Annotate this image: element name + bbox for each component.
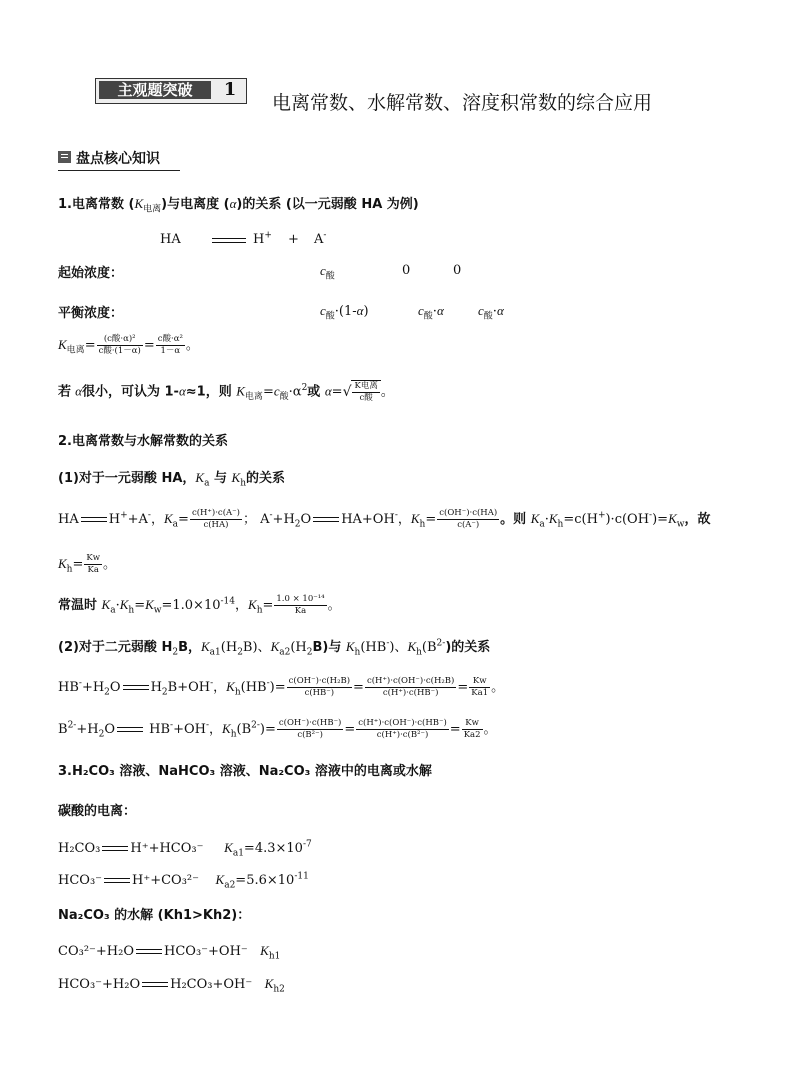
s1-title: 1.电离常数 $(K_{电离})$与电离度 (α)的关系 (以一元弱酸 HA 为例) [58,196,419,215]
eq-conc-label: 平衡浓度： [58,306,124,321]
carbonic-ionization-2: HCO₃⁻ H⁺+CO₃²⁻ $K_{a2}=5.6\times 10^{-11}$ [58,871,309,891]
s3-sub2: Na₂CO₃ 的水解 (Kh1>Kh2)： [58,908,251,923]
s2-p1-title: (1)对于一元弱酸 HA，$K_a$ 与 $K_h$的关系 [58,470,285,489]
carbonate-hydrolysis-1: CO₃²⁻+H₂O HCO₃⁻+OH⁻ $K_{h1}$ [58,943,281,962]
b2-hydrolysis: $B^{2-}+H_2O$ HB-+OH-，$K_h(B^{2-})=$ $\frac{c(OH^-)\cdot c(HB^-)}{\text{c(B²⁻)}}$ = $\frac{c(H^+)\cdot c(OH^-)\cdot c(HB^-)}{\text{c(H⁺)·c(B²⁻)}}$ = $\frac{Kw}{Ka2}$ 。 [58,718,497,740]
section-badge [95,78,247,104]
s1-equation: HA [160,232,181,247]
s2-title: 2.电离常数与水解常数的关系 [58,434,228,449]
page-title: 电离常数、水解常数、溶度积常数的综合应用 [272,92,653,114]
equilibrium-arrow-icon [210,233,248,248]
badge-number: 1 [223,79,237,100]
carbonic-ionization-1: H₂CO₃ H⁺+HCO₃⁻ $K_{a1}=4.3\times 10^{-7}$ [58,839,312,859]
carbonate-hydrolysis-2: HCO₃⁻+H₂O H₂CO₃+OH⁻ $K_{h2}$ [58,976,285,995]
approx-line: 若 α很小，可认为 1-α≈1，则 $K_{电离}=c_酸\cdot\alpha^2$或 α=√ $\frac{\text{K电离}}{\text{c酸}}$ 。 [58,381,394,403]
s3-title: 3.H₂CO₃ 溶液、NaHCO₃ 溶液、Na₂CO₃ 溶液中的电离或水解 [58,764,432,779]
s2-p1-eq: HA H++A-，$K_a=$ $\frac{c(H^+)\cdot c(A^-)}{c(HA)}$ ； $A^-+H_2O$ HA+OH-，$K_h=$ $\frac{c(OH^-)\cdot c(HA)}{c(A^-)}$ 。则 $K_a\cdot K_h=c(H^+)\cdot c(OH^-)=K_w$，故 [58,508,711,530]
section-heading: 盘点核心知识 [76,151,160,167]
start-conc-label: 起始浓度： [58,266,124,281]
kh-formula: $K_h=$ $\frac{Kw}{Ka}$ 。 [58,553,117,575]
book-icon [58,151,71,163]
room-temp-line: 常温时 $K_a\cdot K_h=K_w=1.0\times 10^{-14}$，$K_h=$ $\frac{\text{1.0 × 10⁻¹⁴}}{Ka}$ 。 [58,594,341,616]
k-formula: $K_{电离}=$ $\frac{\text{(c酸·α)²}}{\text{c酸·(1－α)}}$ = $\frac{\text{c酸·α²}}{1-\alpha}$ 。 [58,334,199,356]
hb-hydrolysis: $HB^-+H_2O$ $H_2B+OH^-$，$K_h(HB^-)=$ $\frac{\text{c(OH⁻)·c(H₂B)}}{c(HB^-)}$ = $\frac{\text{c(H⁺)·c(OH⁻)·c(H₂B)}}{c(H^+)\cdot c(HB^-)}$ = $\frac{Kw}{Ka1}$ 。 [58,676,505,698]
s2-p2-title: (2)对于二元弱酸 $H_2B$，$K_{a1}(H_2B)$、$K_{a2}(H_2B)$与 $K_h(HB^-)$、$K_h(B^{2-})$的关系 [58,638,491,658]
section-underline [58,170,180,171]
badge-label: 主观题突破 [99,81,211,99]
s3-sub1: 碳酸的电离： [58,804,137,819]
